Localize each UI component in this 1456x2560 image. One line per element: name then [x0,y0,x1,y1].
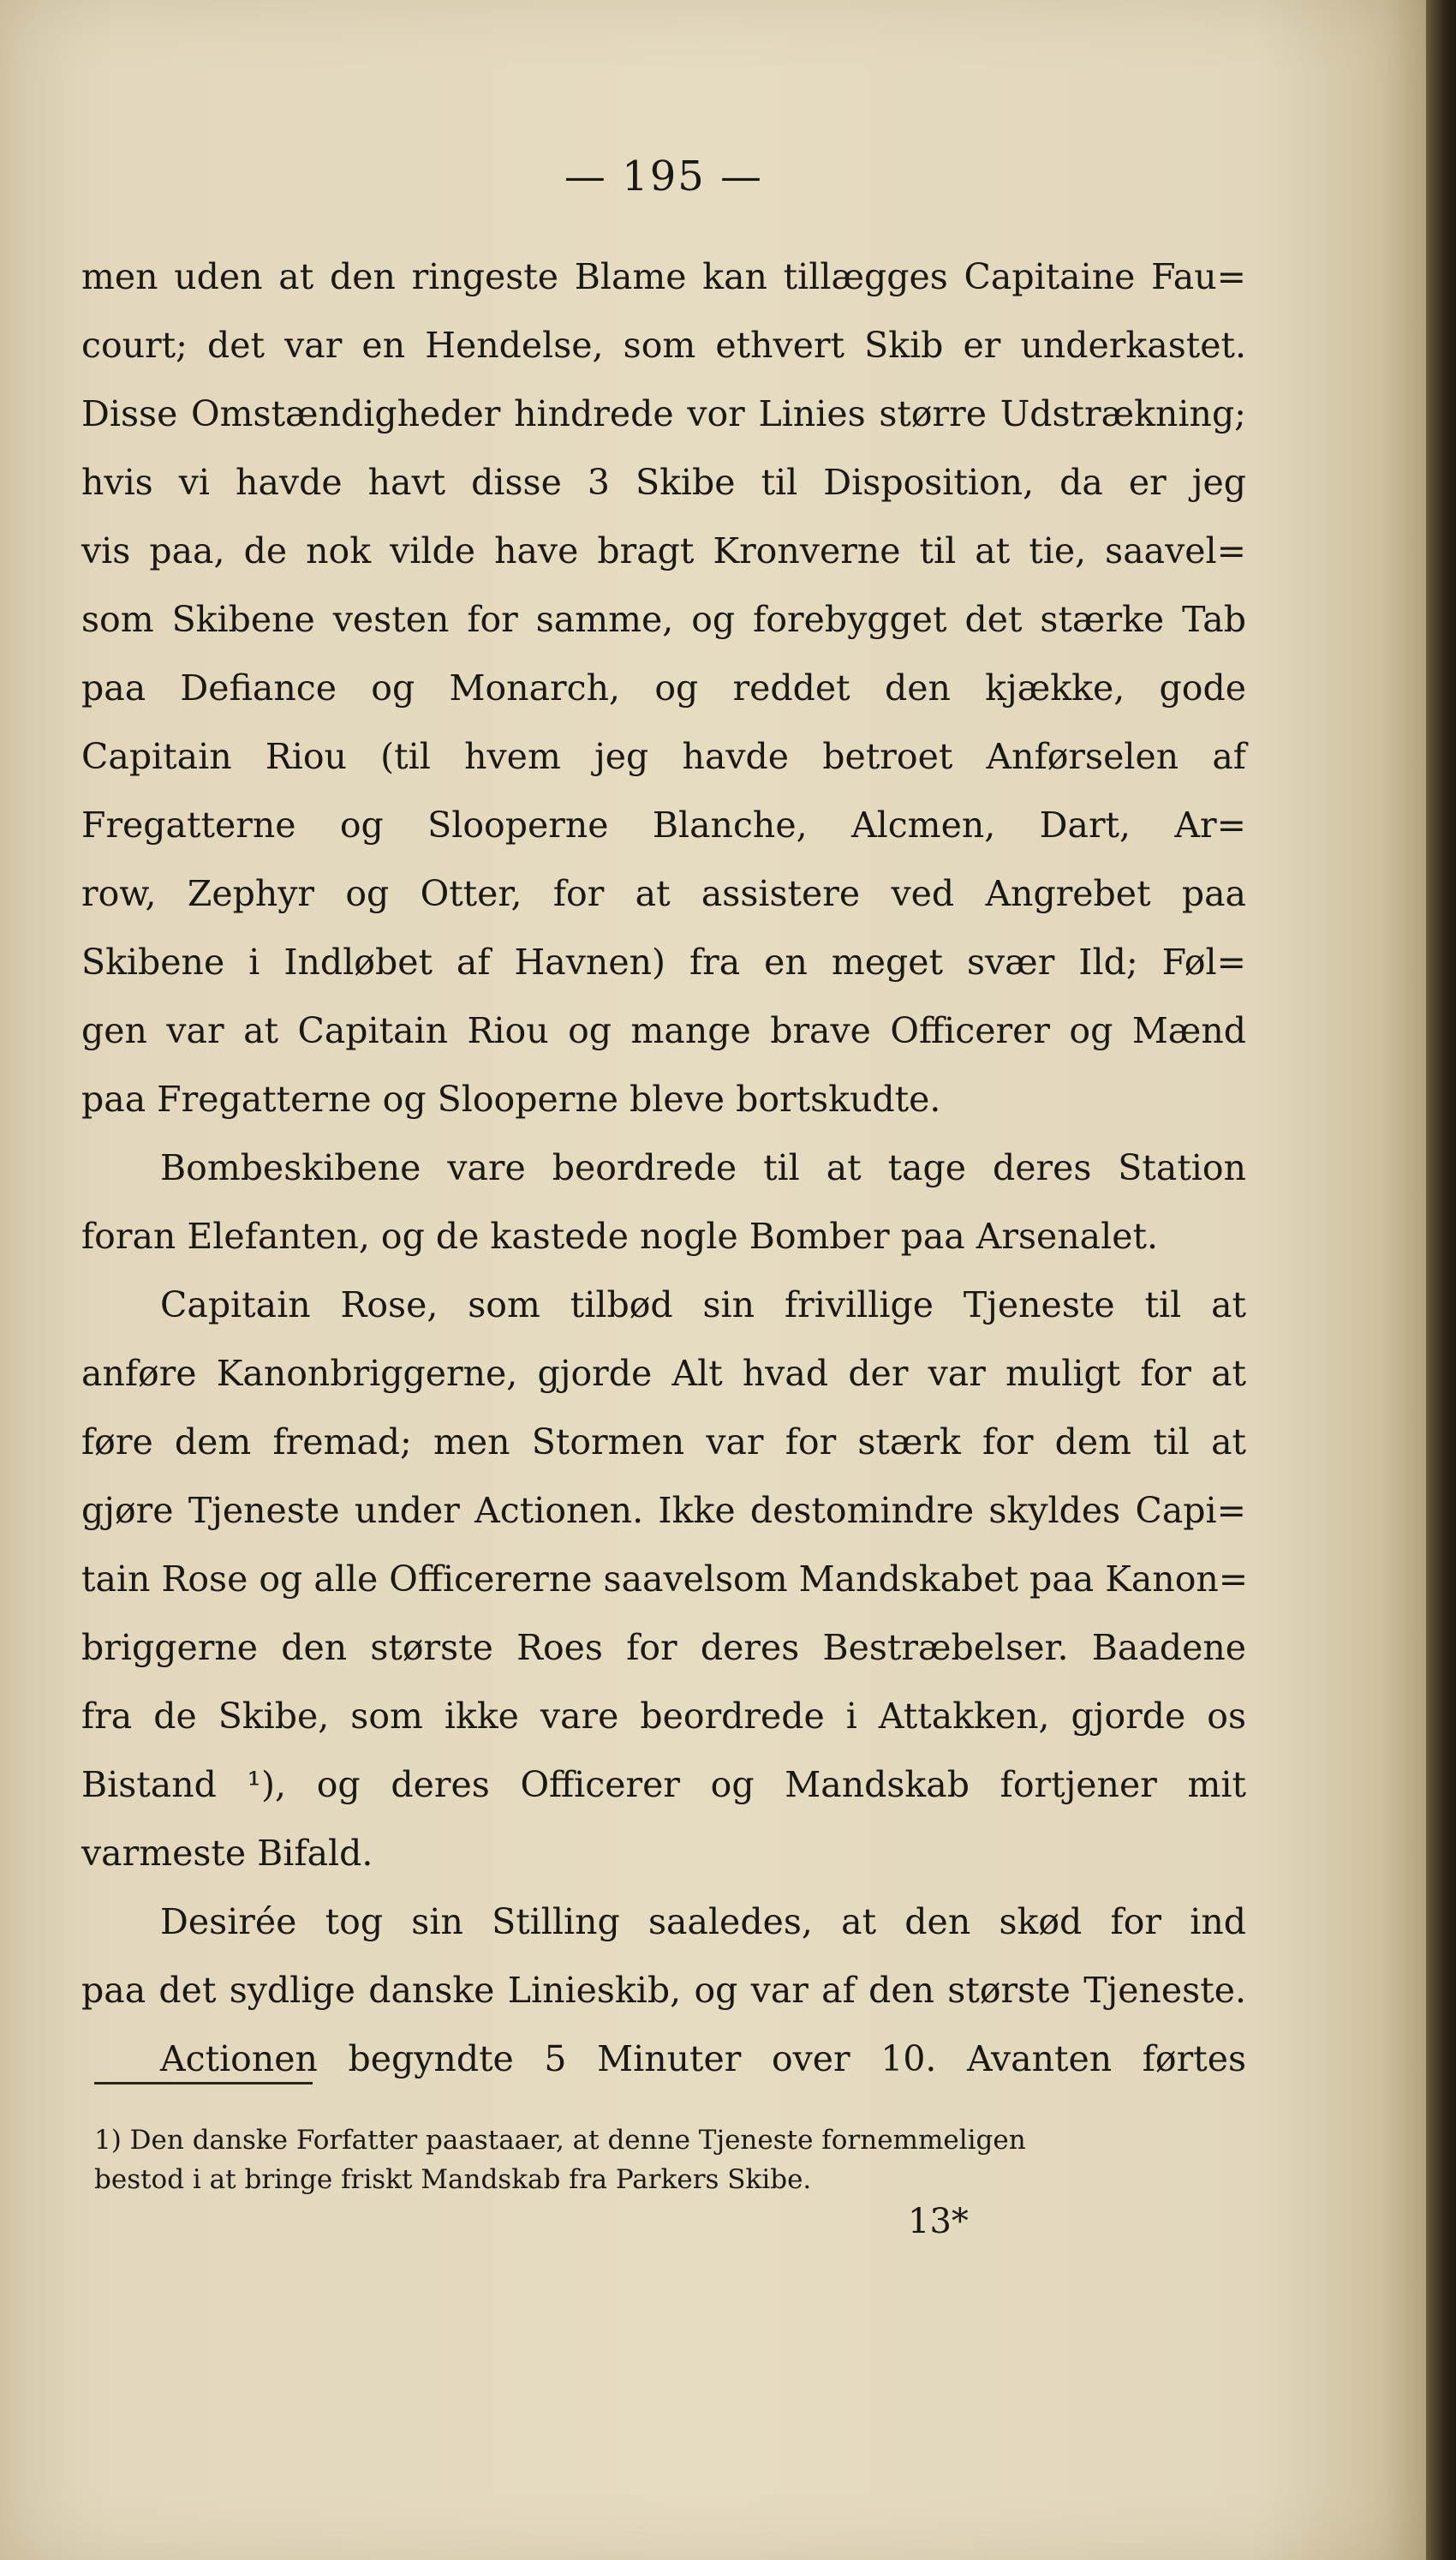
text-line: Bombeskibene vare beordrede til at tage deres Station [160,1147,1246,1188]
text-line: Skibene i Indløbet af Havnen) fra en meget svær Ild; Føl= [81,942,1246,983]
text-line: Actionen begyndte 5 Minuter over 10. Avanten førtes [160,2038,1246,2079]
text-line: Fregatterne og Slooperne Blanche, Alcmen, Dart, Ar= [81,804,1246,846]
footnote-rule [94,2082,313,2084]
text-line: Capitain Rose, som tilbød sin frivillige Tjeneste til at [160,1284,1246,1325]
text-line: fra de Skibe, som ikke vare beordrede i Attakken, gjorde os [81,1696,1246,1737]
text-line: gen var at Capitain Riou og mange brave Officerer og Mænd [81,1010,1246,1051]
text-line: paa Fregatterne og Slooperne bleve bortskudte. [81,1079,941,1120]
footnote-line: bestod i at bringe friskt Mandskab fra Parkers Skibe. [94,2164,812,2195]
text-line: paa Defiance og Monarch, og reddet den kjække, gode [81,667,1246,709]
text-line: court; det var en Hendelse, som ethvert Skib er underkastet. [81,325,1246,366]
text-line: men uden at den ringeste Blame kan tillægges Capitaine Fau= [81,256,1246,297]
page-number: — 195 — [564,153,764,200]
text-line: foran Elefanten, og de kastede nogle Bomber paa Arsenalet. [81,1216,1158,1257]
text-line: vis paa, de nok vilde have bragt Kronverne til at tie, saavel= [81,530,1246,571]
text-line: paa det sydlige danske Linieskib, og var af den største Tjeneste. [81,1970,1246,2011]
text-line: hvis vi havde havt disse 3 Skibe til Disposition, da er jeg [81,462,1246,503]
text-line: Bistand ¹), og deres Officerer og Mandskab fortjener mit [81,1764,1246,1805]
signature-mark: 13* [908,2202,969,2241]
text-line: tain Rose og alle Officererne saavelsom Mandskabet paa Kanon= [81,1558,1249,1600]
text-line: Capitain Riou (til hvem jeg havde betroet Anførselen af [81,736,1246,777]
text-line: varmeste Bifald. [81,1833,373,1874]
text-line: Desirée tog sin Stilling saaledes, at den skød for ind [160,1901,1246,1942]
text-line: anføre Kanonbriggerne, gjorde Alt hvad der var muligt for at [81,1353,1246,1394]
text-line: Disse Omstændigheder hindrede vor Linies større Udstrækning; [81,393,1246,434]
footnote-line: 1) Den danske Forfatter paastaaer, at denne Tjeneste fornemmeligen [94,2125,1026,2156]
text-line: som Skibene vesten for samme, og forebygget det stærke Tab [81,599,1246,640]
page-spine-edge [1426,0,1456,2560]
text-line: briggerne den største Roes for deres Bestræbelser. Baadene [81,1627,1246,1668]
text-line: føre dem fremad; men Stormen var for stærk for dem til at [81,1421,1246,1462]
text-line: gjøre Tjeneste under Actionen. Ikke destomindre skyldes Capi= [81,1490,1246,1531]
text-line: row, Zephyr og Otter, for at assistere ved Angrebet paa [81,873,1246,914]
